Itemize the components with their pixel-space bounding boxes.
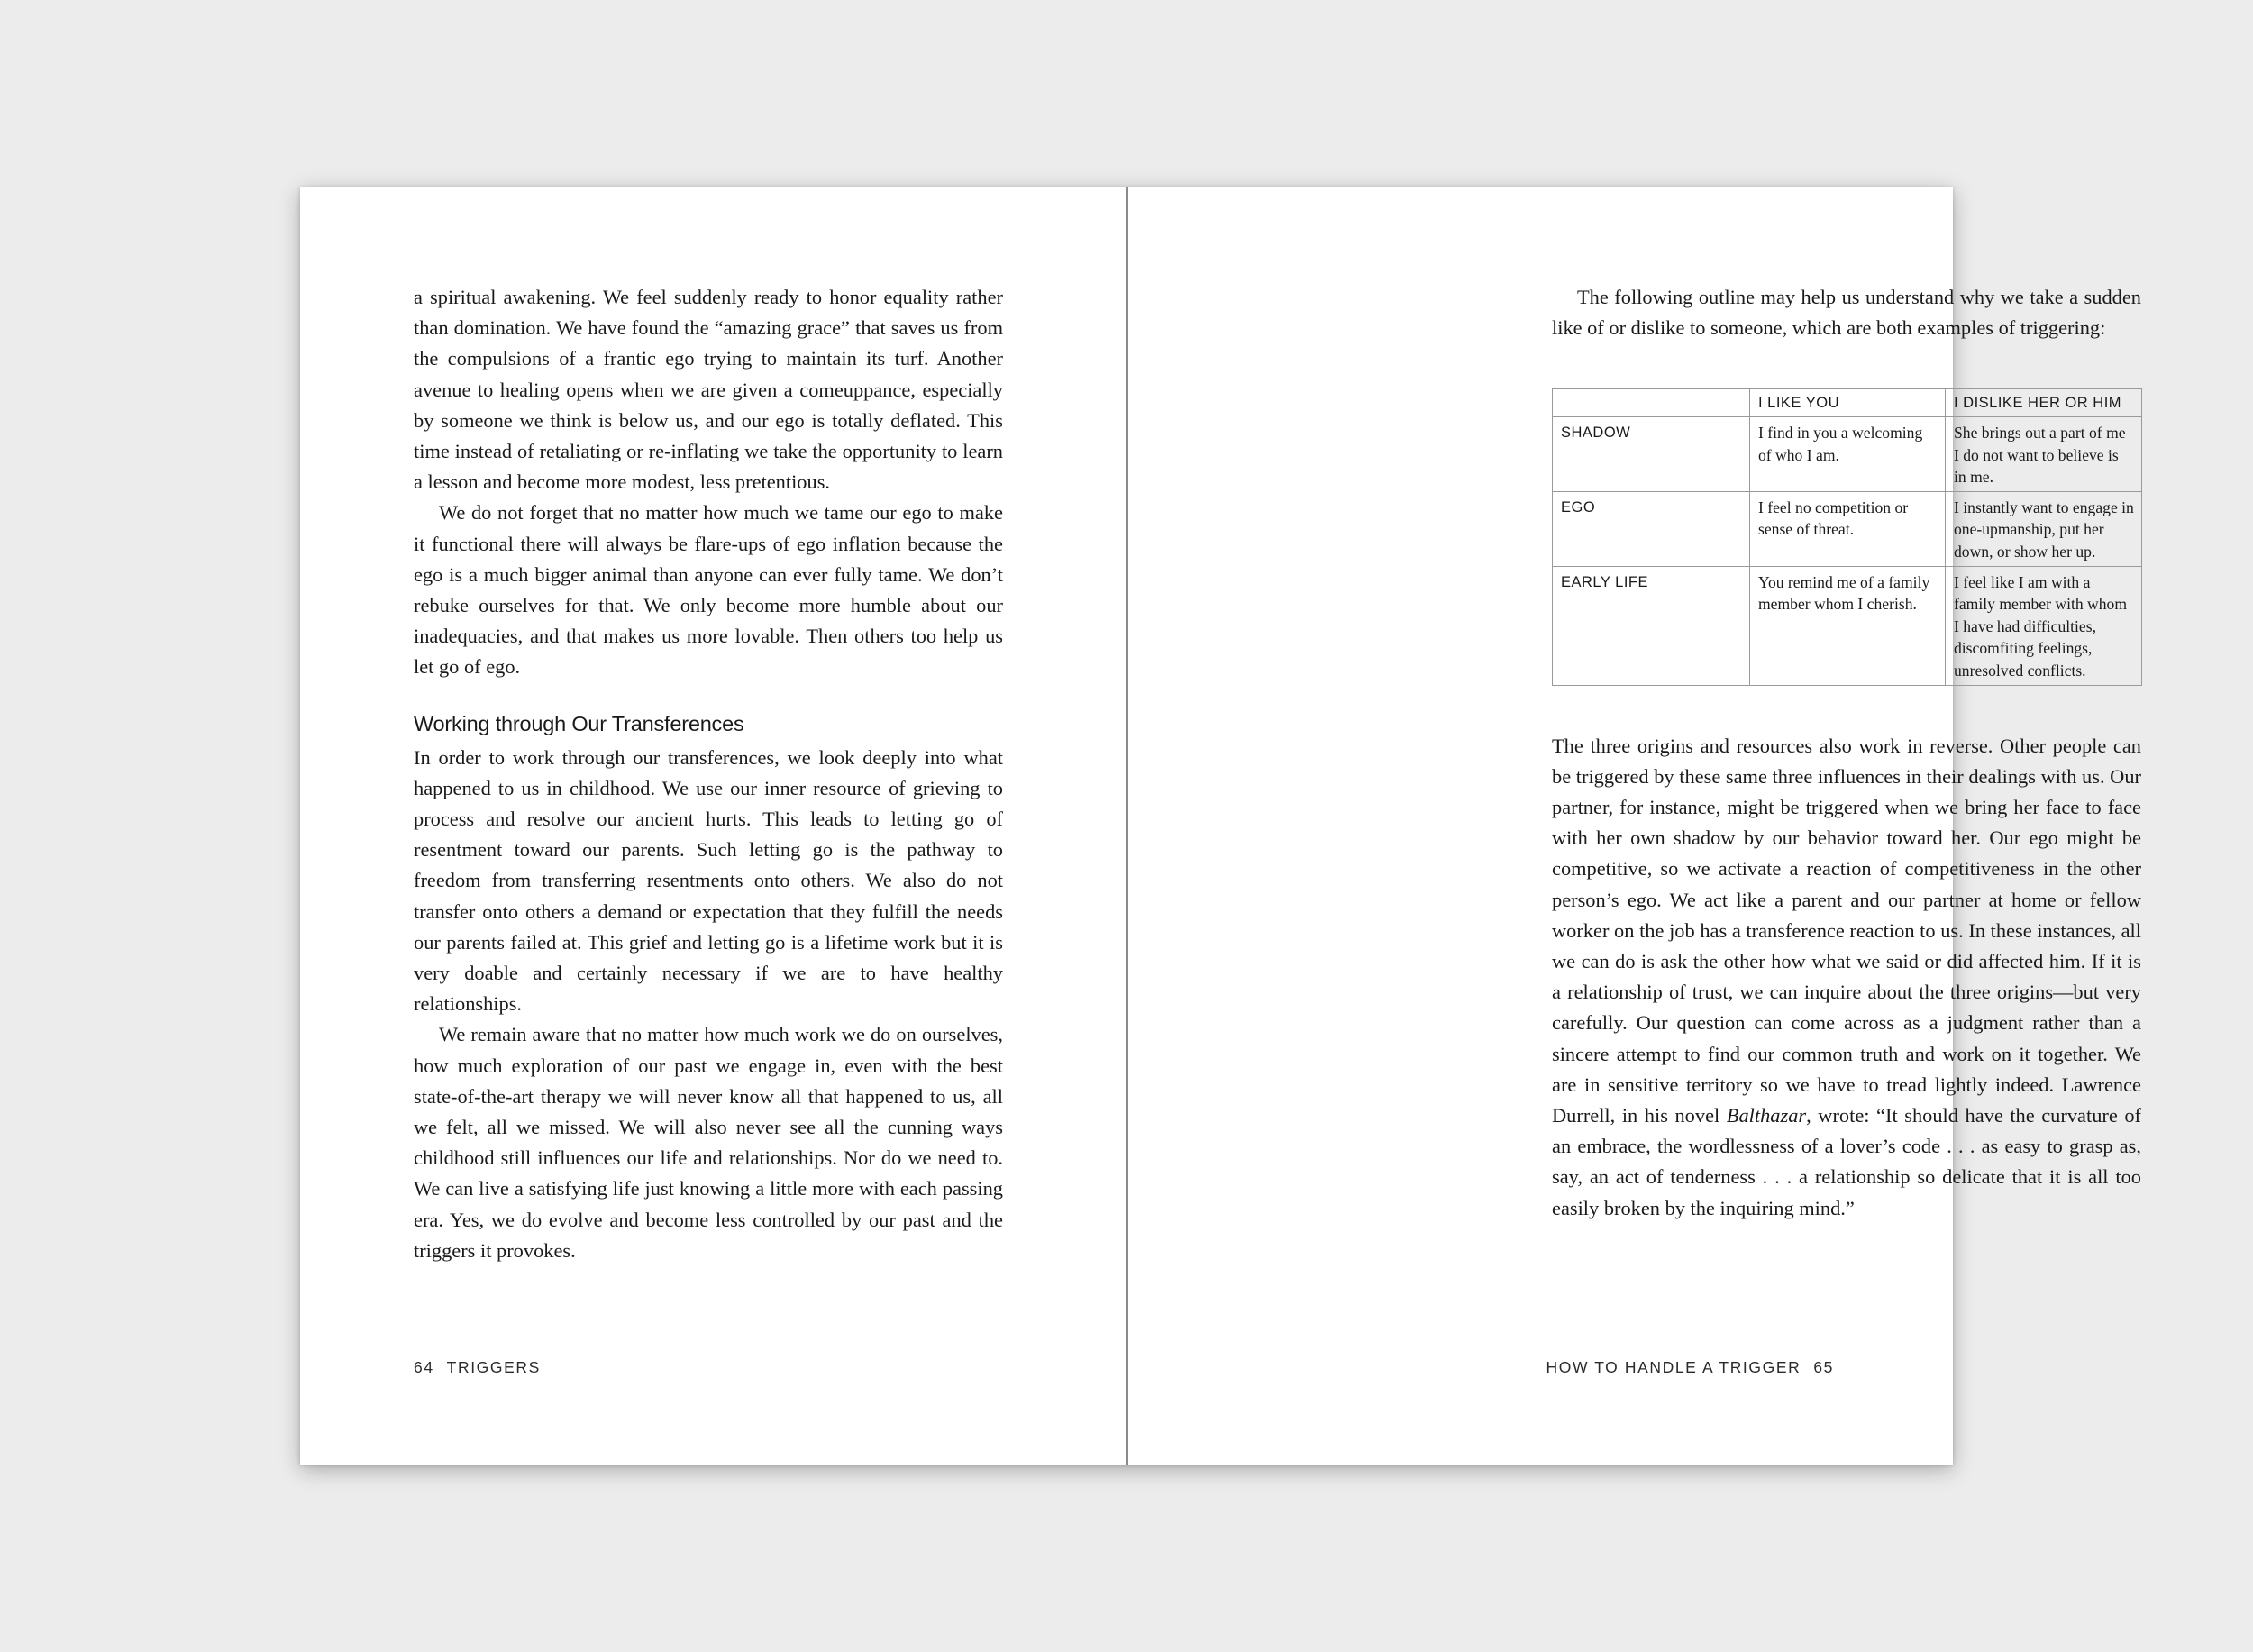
body-paragraph: We remain aware that no matter how much work we do on ourselves, how much exploration of our past we engage in, even with the best state-of-the-art therapy we will never know all that happened to us, all we felt, all we missed. We will also never see all the cunning ways childhood still influences our life and relationships. Nor do we need to. We can live a satisfying life just knowing a little more with each passing era. Yes, we do evolve and become less controlled by our past and the triggers it provokes. bbox=[414, 1023, 1003, 1262]
table-cell: I find in you a welcoming of who I am. bbox=[1750, 417, 1946, 492]
table-row bbox=[1553, 566, 2142, 685]
left-text-block bbox=[414, 282, 1003, 1266]
table-cell: I instantly want to engage in one-upmanship, put her down, or show her up. bbox=[1946, 491, 2142, 566]
paragraph-text: , wrote: “It should have the curvature of an embrace, the wordlessness of a lover’s code . . . as easy to grasp as, say, an act of tenderness . . . a relationship so delicate that it is all too easily broken by the inquiring mind.” bbox=[1552, 1103, 2141, 1219]
table-header-row bbox=[1553, 389, 2142, 417]
right-text-block bbox=[1552, 282, 2141, 1224]
right-page bbox=[1128, 187, 2141, 1465]
table-row bbox=[1553, 491, 2142, 566]
page-number: 65 bbox=[1813, 1358, 1834, 1376]
table-cell: You remind me of a family member whom I cherish. bbox=[1750, 566, 1946, 685]
row-label: SHADOW bbox=[1553, 417, 1750, 492]
row-label: EARLY LIFE bbox=[1553, 566, 1750, 685]
table-header-cell: I LIKE YOU bbox=[1750, 389, 1946, 417]
section-subhead: Working through Our Transferences bbox=[414, 711, 744, 735]
running-title: TRIGGERS bbox=[446, 1358, 541, 1376]
body-paragraph bbox=[1552, 731, 2141, 1224]
body-paragraph: a spiritual awakening. We feel suddenly ready to honor equality rather than domination. We have found the “amazing grace” that saves us from the compulsions of a frantic ego trying to maintain its turf. Another avenue to healing opens when we are given a comeuppance, especially by someone we think is below us, and our ego is totally deflated. This time instead of retaliating or re-inflating we take the opportunity to learn a lesson and become more modest, less pretentious. bbox=[414, 286, 1003, 494]
table-cell: I feel like I am with a family member with whom I have had difficulties, discomfiting feelings, unresolved conflicts. bbox=[1946, 566, 2142, 685]
table-row bbox=[1553, 417, 2142, 492]
right-running-footer bbox=[1546, 1358, 1835, 1377]
body-paragraph: We do not forget that no matter how much we tame our ego to make it functional there will always be flare-ups of ego inflation because the ego is a much bigger animal than anyone can ever fully tame. We don’t rebuke ourselves for that. We only become more humble about our inadequacies, and that makes us more lovable. Then others too help us let go of ego. bbox=[414, 501, 1003, 679]
table-header-cell bbox=[1553, 389, 1750, 417]
intro-paragraph: The following outline may help us understand why we take a sudden like of or dislike to someone, which are both examples of triggering: bbox=[1552, 286, 2141, 340]
left-page bbox=[300, 187, 1126, 1465]
trigger-outline-table bbox=[1552, 388, 2142, 685]
page-number: 64 bbox=[414, 1358, 434, 1376]
table-header-cell: I DISLIKE HER OR HIM bbox=[1946, 389, 2142, 417]
paragraph-text: The three origins and resources also work in reverse. Other people can be triggered by these same three influences in their dealings with us. Our partner, for instance, might be triggered when we bring her face to face with her own shadow by our behavior toward her. Our ego might be competitive, so we activate a reaction of competitiveness in the other person’s ego. We act like a parent and our partner at home or fellow worker on the job has a transference reaction to us. In these instances, all we can do is ask the other how what we said or did affected him. If it is a relationship of trust, we can inquire about the three origins—but very carefully. Our question can come across as a judgment rather than a sincere attempt to find our common truth and work on it together. We are in sensitive territory so we have to tread lightly indeed. Lawrence Durrell, in his novel bbox=[1552, 734, 2141, 1127]
left-running-footer bbox=[414, 1358, 541, 1377]
book-spread bbox=[300, 187, 2141, 1465]
table-cell: She brings out a part of me I do not want to believe is in me. bbox=[1946, 417, 2142, 492]
table-cell: I feel no competition or sense of threat. bbox=[1750, 491, 1946, 566]
row-label: EGO bbox=[1553, 491, 1750, 566]
body-paragraph: In order to work through our transferences, we look deeply into what happened to us in childhood. We use our inner resource of grieving to process and resolve our ancient hurts. This leads to letting go of resentment toward our parents. Such letting go is the pathway to freedom from transferring resentments onto others. We also do not transfer onto others a demand or expectation that they fulfill the needs our parents failed at. This grief and letting go is a lifetime work but it is very doable and certainly necessary if we are to have healthy relationships. bbox=[414, 745, 1003, 1016]
book-title: Balthazar bbox=[1726, 1103, 1807, 1127]
running-title: HOW TO HANDLE A TRIGGER bbox=[1546, 1358, 1801, 1376]
